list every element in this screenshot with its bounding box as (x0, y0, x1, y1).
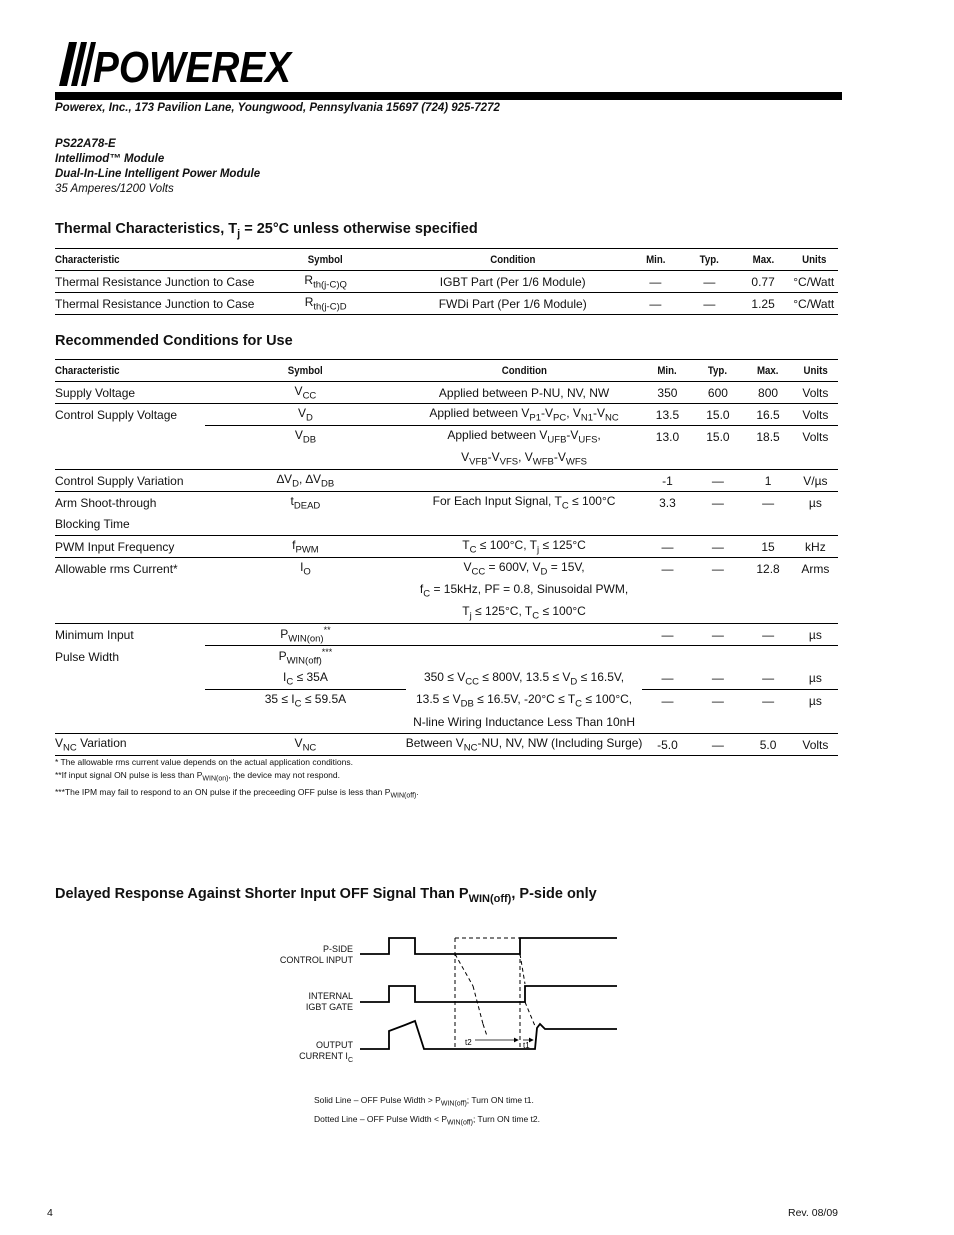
col-min: Min. (645, 253, 666, 266)
solid-waveforms (360, 938, 617, 1049)
logo-text: POWEREX (93, 43, 294, 92)
legend-solid: Solid Line – OFF Pulse Width > $P_{WIN(off)}$; Turn ON time t1. (314, 1095, 534, 1108)
table-row: N-line Wiring Inductance Less Than 10nH (55, 712, 838, 734)
t1-label: t1 (523, 1041, 530, 1050)
label-gate: INTERNAL IGBT GATE (305, 991, 353, 1012)
table-row: $V_{NC}$ Variation $V_{NC}$ Between $V_{NC}-NU$, NV, NW (Including Surge) -5.0 — 5.0 Volts (55, 734, 838, 756)
table-row: Blocking Time (55, 514, 838, 536)
table-row: $V_{VFB}-V_{VFS}$, $V_{WFB}-V_{WFS}$ (55, 448, 838, 470)
product-rating: 35 Amperes/1200 Volts (55, 183, 174, 195)
table-row: Thermal Resistance Junction to Case $R_{th(j-C)Q}$ IGBT Part (Per 1/6 Module) — — 0.77 °C/Watt (55, 271, 838, 293)
company-address: Powerex, Inc., 173 Pavilion Lane, Youngwood, Pennsylvania 15697 (724) 925-7272 (55, 102, 500, 114)
table-row: $V_{DB}$ Applied between $V_{UFB}-V_{UFS}$, 13.0 15.0 18.5 Volts (294, 428, 829, 446)
part-number: PS22A78-E (55, 138, 116, 150)
col-condition: Condition (490, 253, 536, 266)
col-characteristic: Characteristic (55, 253, 120, 266)
recommended-title: Recommended Conditions for Use (55, 333, 293, 349)
diagram-legend (314, 1093, 540, 1130)
recommended-table (55, 359, 838, 756)
page-number: 4 (47, 1207, 53, 1219)
table-row: $T_j \le 125^\circ C$, $T_C \le 100^\circ C$ (55, 602, 838, 624)
table-row: $I_C \le 35A$ $350 \le V_{CC} \le 800V$, $13.5 \le V_D \le 16.5V$, — — — µs (55, 668, 838, 690)
table-row: Supply Voltage $V_{CC}$ Applied between P-NU, NV, NW 350 600 800 Volts (55, 382, 838, 404)
table-row: Thermal Resistance Junction to Case $R_{th(j-C)D}$ FWDi Part (Per 1/6 Module) — — 1.25 °C/Watt (55, 293, 838, 315)
table-row: Minimum Input $P_{WIN(on)}^{**}$ — — — µs (55, 624, 838, 646)
table-header: Characteristic Symbol Condition Min. Typ. Max. Units (55, 360, 838, 382)
table-row: Arm Shoot-through $t_{DEAD}$ For Each Input Signal, $T_C \le 100^\circ C$ 3.3 — — µs (55, 494, 822, 512)
table-row: Allowable rms Current* $I_O$ $V_{CC} = 600V$, $V_D = 15V$, — — 12.8 Arms (55, 560, 830, 578)
revision: Rev. 08/09 (788, 1207, 839, 1219)
timing-diagram (355, 928, 625, 1058)
col-units: Units (801, 253, 826, 266)
table-header (55, 249, 838, 271)
footnotes (55, 756, 419, 803)
delayed-title: Delayed Response Against Shorter Input OFF Signal Than $P_{WIN(off)}$, P-side only (55, 886, 597, 905)
col-typ: Typ. (699, 253, 720, 266)
thermal-title: Thermal Characteristics, $T_j = 25^\circ C$ unless otherwise specified (55, 221, 478, 240)
col-symbol: Symbol (308, 253, 344, 266)
table-row: $35 \le I_C \le 59.5A$ $13.5 \le V_{DB} \le 16.5V$, $-20^\circ C \le T_C \le 100^\circ C$, — — — µs (264, 691, 822, 710)
t2-label: t2 (465, 1038, 472, 1047)
product-line2: Dual-In-Line Intelligent Power Module (55, 168, 261, 180)
label-output: OUTPUT CURRENT $I_C$ (299, 1040, 353, 1064)
footnote-1: * The allowable rms current value depends on the actual application conditions. (55, 757, 353, 767)
table-row: Pulse Width $P_{WIN(off)}^{***}$ (55, 647, 333, 667)
thermal-table (55, 248, 838, 315)
powerex-logo (55, 40, 295, 92)
legend-dotted: Dotted Line – OFF Pulse Width < $P_{WIN(off)}$; Turn ON time t2. (314, 1113, 541, 1127)
label-pside: P-SIDE CONTROL INPUT (279, 944, 353, 965)
table-row: $f_C = 15kHz$, PF = 0.8, Sinusoidal PWM, (419, 581, 629, 600)
footnote-2: **If input signal ON pulse is less than $P_{WIN(on)}$, the device may not respond. (55, 769, 340, 783)
table-row: PWM Input Frequency $f_{PWM}$ $T_C \le 100^\circ C$, $T_j \le 125^\circ C$ — — 15 kHz (55, 536, 838, 558)
product-line1: Intellimod™ Module (55, 153, 165, 165)
footnote-3: ***The IPM may fail to respond to an ON pulse if the preceeding OFF pulse is less than $P_{WIN(off)}$. (55, 786, 419, 800)
col-max: Max. (752, 253, 774, 266)
table-row: Control Supply Voltage $V_D$ Applied between $V_{P1}-V_{PC}$, $V_{N1}-V_{NC}$ 13.5 15.0 16.5 Volts (55, 404, 838, 426)
header-rule (55, 92, 842, 100)
table-row: Control Supply Variation $\Delta V_D$, $\Delta V_{DB}$ -1 — 1 V/µs (55, 470, 838, 492)
